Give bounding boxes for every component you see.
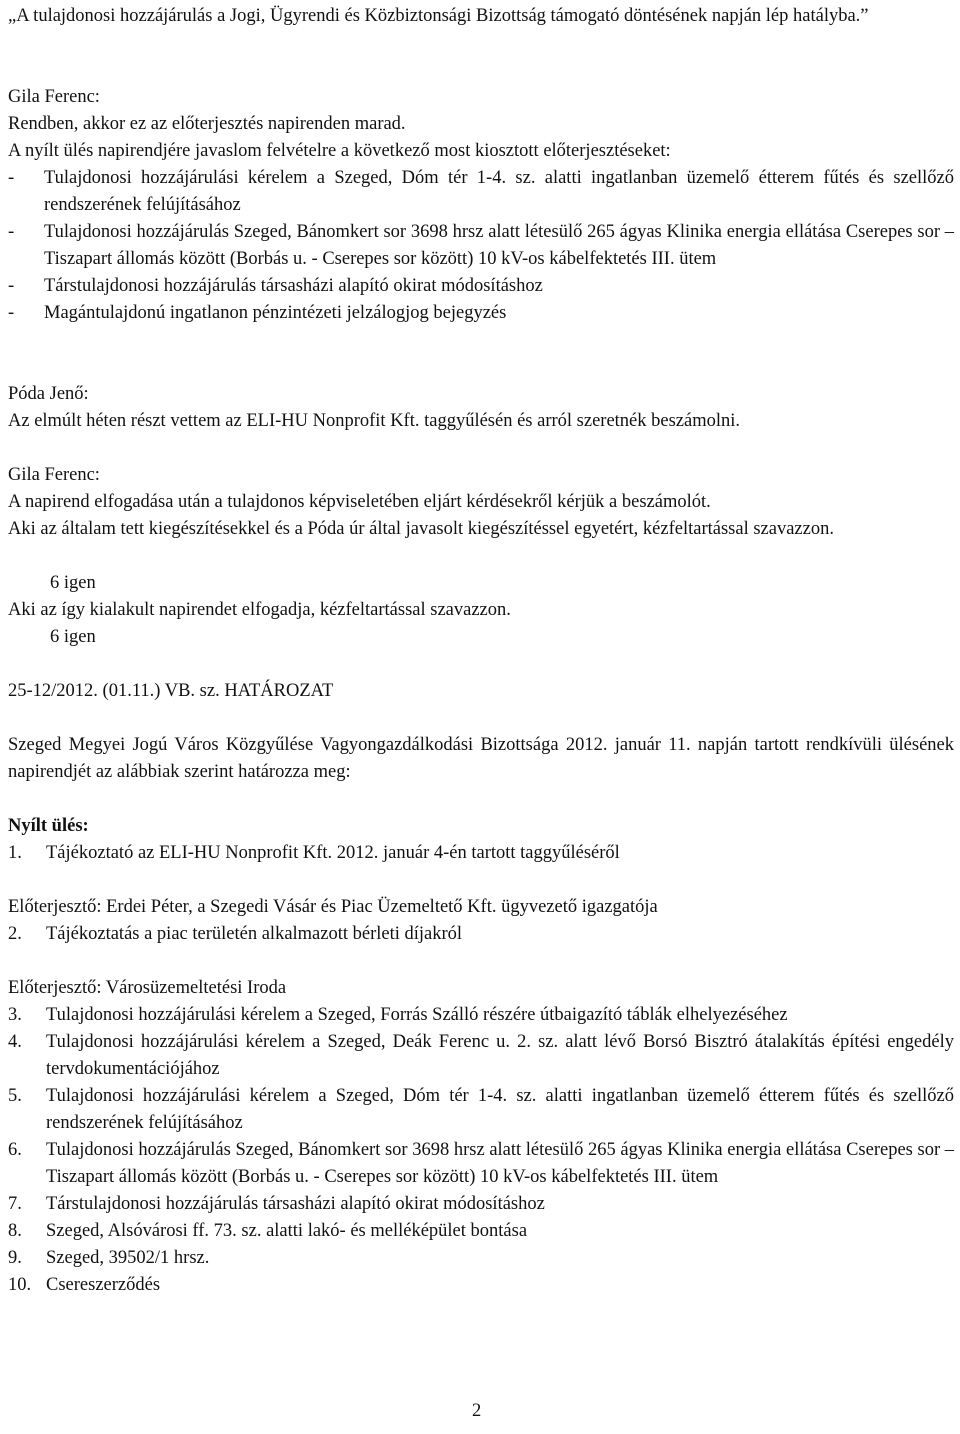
- agenda-item: 9. Szeged, 39502/1 hrsz.: [8, 1248, 210, 1268]
- text-line: Az elmúlt héten részt vettem az ELI-HU Nonprofit Kft. taggyűlésén és arról szeretnék beszámolni.: [8, 411, 741, 431]
- list-item: - Tulajdonosi hozzájárulás Szeged, Bánomkert sor 3698 hrsz alatt létesülő 265 ágyas Klinika energia ellátása Cserepes sor – Tiszapart állomás között (Borbás u. - Cserepes sor között) 10 kV-os kábelfektetés III. ütem: [8, 222, 954, 269]
- list-item: - Tulajdonosi hozzájárulási kérelem a Szeged, Dóm tér 1-4. sz. alatti ingatlanban üzemelő étterem fűtés és szellőző rendszerének felújításához: [8, 168, 954, 215]
- vote-result: 6 igen: [50, 627, 96, 647]
- agenda-item: 7. Társtulajdonosi hozzájárulás társasházi alapító okirat módosításhoz: [8, 1194, 545, 1214]
- agenda-item: 10. Csereszerződés: [8, 1275, 161, 1295]
- agenda-item: 4. Tulajdonosi hozzájárulási kérelem a Szeged, Deák Ferenc u. 2. sz. alatt lévő Borsó Bisztró átalakítás építési engedély tervdokumentációjához: [8, 1032, 954, 1079]
- agenda-item: 5. Tulajdonosi hozzájárulási kérelem a Szeged, Dóm tér 1-4. sz. alatti ingatlanban üzemelő étterem fűtés és szellőző rendszerének felújításához: [8, 1086, 954, 1133]
- agenda-item: 2. Tájékoztatás a piac területén alkalmazott bérleti díjakról: [8, 924, 463, 944]
- speaker-poda: Póda Jenő:: [8, 384, 89, 404]
- resolution-body: Szeged Megyei Jogú Város Közgyűlése Vagyongazdálkodási Bizottsága 2012. január 11. napján tartott rendkívüli ülésének napirendjét az alábbiak szerint határozza meg:: [8, 735, 954, 782]
- agenda-item: 3. Tulajdonosi hozzájárulási kérelem a Szeged, Forrás Szálló részére útbaigazító táblák elhelyezéséhez: [8, 1005, 788, 1025]
- text-line: A nyílt ülés napirendjére javaslom felvételre a következő most kiosztott előterjesztéseket:: [8, 141, 671, 161]
- text-paragraph: Aki az általam tett kiegészítésekkel és a Póda úr által javasolt kiegészítéssel egyetért, kézfeltartással szavazzon.: [8, 519, 834, 539]
- agenda-list: [8, 1002, 954, 1299]
- list-item: - Magántulajdonú ingatlanon pénzintézeti jelzálogjog bejegyzés: [8, 303, 507, 323]
- resolution-number: 25-12/2012. (01.11.) VB. sz. HATÁROZAT: [8, 681, 334, 701]
- dash-list: [8, 165, 954, 327]
- speaker-gila-1: Gila Ferenc:: [8, 87, 100, 107]
- intro-quote: „A tulajdonosi hozzájárulás a Jogi, Ügyrendi és Közbiztonsági Bizottság támogató döntésének napján lép hatályba.”: [8, 6, 869, 26]
- text-line: A napirend elfogadása után a tulajdonos képviseletében eljárt kérdésekről kérjük a beszámolót.: [8, 492, 711, 512]
- list-item: - Társtulajdonosi hozzájárulás társasházi alapító okirat módosításhoz: [8, 276, 543, 296]
- page-number: 2: [472, 1401, 482, 1421]
- vote-result: 6 igen: [50, 573, 96, 593]
- agenda-item: 1. Tájékoztató az ELI-HU Nonprofit Kft. 2012. január 4-én tartott taggyűléséről: [8, 843, 620, 863]
- text-line: Rendben, akkor ez az előterjesztés napirenden marad.: [8, 114, 406, 134]
- presenter-line: Előterjesztő: Erdei Péter, a Szegedi Vásár és Piac Üzemeltető Kft. ügyvezető igazgatója: [8, 897, 658, 917]
- agenda-item: 6. Tulajdonosi hozzájárulás Szeged, Bánomkert sor 3698 hrsz alatt létesülő 265 ágyas Klinika energia ellátása Cserepes sor – Tiszapart állomás között (Borbás u. - Cserepes sor között) 10 kV-os kábelfektetés III. ütem: [8, 1140, 954, 1187]
- text-line: Aki az így kialakult napirendet elfogadja, kézfeltartással szavazzon.: [8, 600, 511, 620]
- presenter-line: Előterjesztő: Városüzemeltetési Iroda: [8, 978, 287, 998]
- section-heading: Nyílt ülés:: [8, 816, 89, 836]
- speaker-gila-2: Gila Ferenc:: [8, 465, 100, 485]
- agenda-item: 8. Szeged, Alsóvárosi ff. 73. sz. alatti lakó- és melléképület bontása: [8, 1221, 528, 1241]
